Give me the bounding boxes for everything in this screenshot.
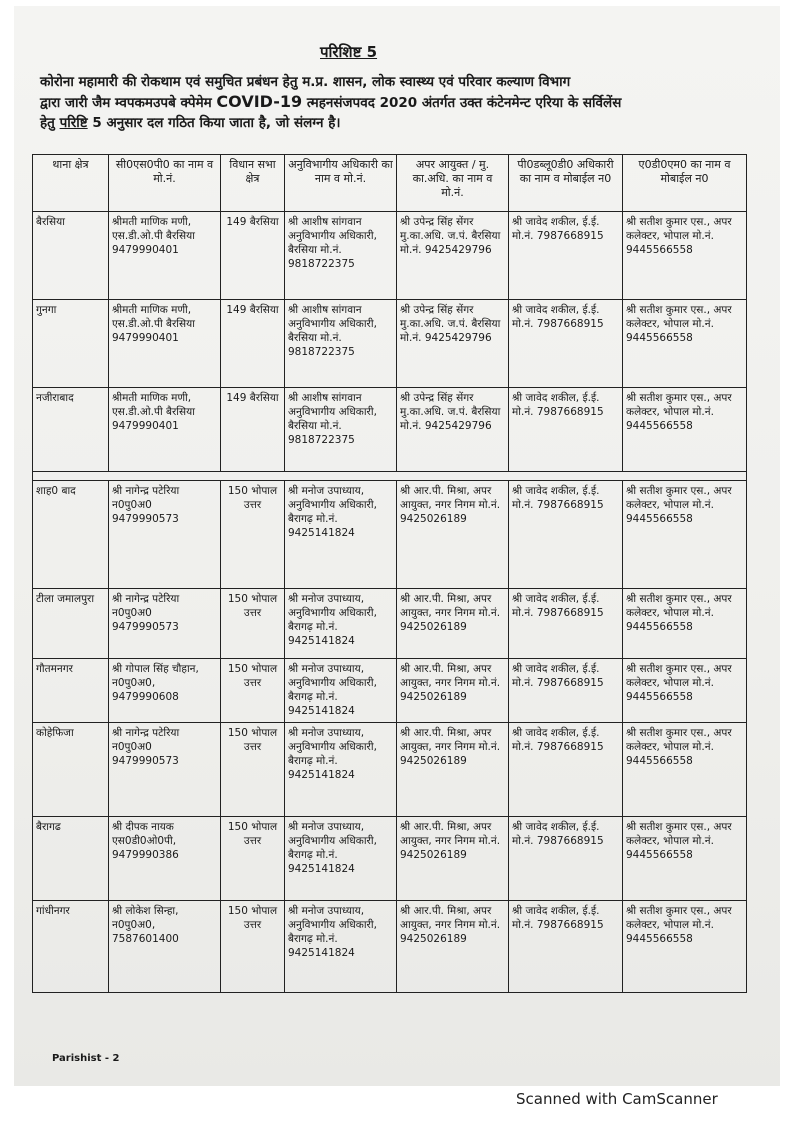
- header-adm: ए0डी0एम0 का नाम व मोबाईल न0: [623, 155, 747, 212]
- table-row: [33, 388, 747, 472]
- scanner-watermark: Scanned with CamScanner: [516, 1090, 718, 1108]
- table-cell-area: गांधीनगर: [33, 901, 109, 993]
- table-cell-area: गौतमनगर: [33, 659, 109, 723]
- table-cell-sdm: श्री आशीष सांगवान अनुविभागीय अधिकारी, बैरसिया मो.नं. 9818722375: [285, 388, 397, 472]
- table-cell-csp: श्री नागेन्द्र पटेरिया न0पु0अ0 9479990573: [109, 723, 221, 817]
- intro-line-2-c: त्महनसंजपवद 2020 अंतर्गत उक्त कंटेनमेन्ट एरिया के सर्विलेंस: [302, 95, 622, 111]
- table-cell-sdm: श्री मनोज उपाध्याय, अनुविभागीय अधिकारी, बैरागढ़ मो.नं. 9425141824: [285, 723, 397, 817]
- table-cell-csp: श्री लोकेश सिन्हा, न0पु0अ0, 7587601400: [109, 901, 221, 993]
- table-cell-vidhan-sabha: 150 भोपाल उत्तर: [221, 659, 285, 723]
- table-gap-row: [33, 472, 747, 481]
- table-cell-area: गुनगा: [33, 300, 109, 388]
- table-gap-cell: [33, 472, 747, 481]
- table-cell-vidhan-sabha: 150 भोपाल उत्तर: [221, 901, 285, 993]
- table-cell-vidhan-sabha: 149 बैरसिया: [221, 212, 285, 300]
- table-cell-sdm: श्री आशीष सांगवान अनुविभागीय अधिकारी, बैरसिया मो.नं. 9818722375: [285, 300, 397, 388]
- table-cell-pwd: श्री जावेद शकील, ई.ई. मो.नं. 7987668915: [509, 481, 623, 589]
- table-cell-area: कोहेफिजा: [33, 723, 109, 817]
- table-cell-pwd: श्री जावेद शकील, ई.ई. मो.नं. 7987668915: [509, 723, 623, 817]
- table-cell-sdm: श्री मनोज उपाध्याय, अनुविभागीय अधिकारी, बैरागढ़ मो.नं. 9425141824: [285, 817, 397, 901]
- table-cell-csp: श्री नागेन्द्र पटेरिया न0पु0अ0 9479990573: [109, 589, 221, 659]
- table-cell-adm: श्री सतीश कुमार एस., अपर कलेक्टर, भोपाल मो.नं. 9445566558: [623, 659, 747, 723]
- table-cell-csp: श्रीमती माणिक मणी, एस.डी.ओ.पी बैरसिया 9479990401: [109, 388, 221, 472]
- table-cell-csp: श्रीमती माणिक मणी, एस.डी.ओ.पी बैरसिया 9479990401: [109, 212, 221, 300]
- table-cell-vidhan-sabha: 150 भोपाल उत्तर: [221, 481, 285, 589]
- table-cell-adm: श्री सतीश कुमार एस., अपर कलेक्टर, भोपाल मो.नं. 9445566558: [623, 300, 747, 388]
- table-cell-adm: श्री सतीश कुमार एस., अपर कलेक्टर, भोपाल मो.नं. 9445566558: [623, 481, 747, 589]
- surveillance-team-table: [32, 154, 747, 993]
- table-cell-sdm: श्री मनोज उपाध्याय, अनुविभागीय अधिकारी, बैरागढ़ मो.नं. 9425141824: [285, 901, 397, 993]
- table-row: [33, 212, 747, 300]
- table-cell-apar-ayukt: श्री आर.पी. मिश्रा, अपर आयुक्त, नगर निगम मो.नं. 9425026189: [397, 659, 509, 723]
- intro-line-2: [40, 92, 730, 113]
- table-cell-area: शाह0 बाद: [33, 481, 109, 589]
- table-row: [33, 589, 747, 659]
- table-row: [33, 817, 747, 901]
- header-pwd: पी0डब्लू0डी0 अधिकारी का नाम व मोबाईल न0: [509, 155, 623, 212]
- table-cell-sdm: श्री मनोज उपाध्याय, अनुविभागीय अधिकारी, बैरागढ़ मो.नं. 9425141824: [285, 589, 397, 659]
- intro-paragraph: [40, 72, 730, 133]
- table-cell-pwd: श्री जावेद शकील, ई.ई. मो.नं. 7987668915: [509, 589, 623, 659]
- intro-line-3-a: हेतु: [40, 115, 60, 131]
- table-cell-area: बैरसिया: [33, 212, 109, 300]
- table-cell-pwd: श्री जावेद शकील, ई.ई. मो.नं. 7987668915: [509, 659, 623, 723]
- table-cell-pwd: श्री जावेद शकील, ई.ई. मो.नं. 7987668915: [509, 212, 623, 300]
- table-cell-pwd: श्री जावेद शकील, ई.ई. मो.नं. 7987668915: [509, 300, 623, 388]
- header-apar-ayukt: अपर आयुक्त / मु. का.अधि. का नाम व मो.नं.: [397, 155, 509, 212]
- table-cell-vidhan-sabha: 149 बैरसिया: [221, 300, 285, 388]
- table-cell-apar-ayukt: श्री उपेन्द्र सिंह सेंगर मु.का.अधि. ज.पं. बैरसिया मो.नं. 9425429796: [397, 388, 509, 472]
- table-cell-adm: श्री सतीश कुमार एस., अपर कलेक्टर, भोपाल मो.नं. 9445566558: [623, 901, 747, 993]
- table-cell-pwd: श्री जावेद शकील, ई.ई. मो.नं. 7987668915: [509, 388, 623, 472]
- table-cell-csp: श्री दीपक नायक एस0डी0ओ0पी, 9479990386: [109, 817, 221, 901]
- table-cell-vidhan-sabha: 150 भोपाल उत्तर: [221, 589, 285, 659]
- table-cell-adm: श्री सतीश कुमार एस., अपर कलेक्टर, भोपाल मो.नं. 9445566558: [623, 212, 747, 300]
- table-cell-adm: श्री सतीश कुमार एस., अपर कलेक्टर, भोपाल मो.नं. 9445566558: [623, 388, 747, 472]
- table-row: [33, 481, 747, 589]
- table-cell-sdm: श्री मनोज उपाध्याय, अनुविभागीय अधिकारी, बैरागढ़ मो.नं. 9425141824: [285, 659, 397, 723]
- table-cell-area: टीला जमालपुरा: [33, 589, 109, 659]
- table-cell-pwd: श्री जावेद शकील, ई.ई. मो.नं. 7987668915: [509, 817, 623, 901]
- table-cell-area: नजीराबाद: [33, 388, 109, 472]
- table-cell-apar-ayukt: श्री आर.पी. मिश्रा, अपर आयुक्त, नगर निगम मो.नं. 9425026189: [397, 481, 509, 589]
- table-cell-csp: श्री नागेन्द्र पटेरिया न0पु0अ0 9479990573: [109, 481, 221, 589]
- intro-line-1: कोरोना महामारी की रोकथाम एवं समुचित प्रबंधन हेतु म.प्र. शासन, लोक स्वास्थ्य एवं परिवार कल्याण विभाग: [40, 74, 571, 90]
- table-cell-area: बैरागढ: [33, 817, 109, 901]
- table-row: [33, 723, 747, 817]
- table-cell-apar-ayukt: श्री उपेन्द्र सिंह सेंगर मु.का.अधि. ज.पं. बैरसिया मो.नं. 9425429796: [397, 212, 509, 300]
- table-cell-pwd: श्री जावेद शकील, ई.ई. मो.नं. 7987668915: [509, 901, 623, 993]
- table-cell-apar-ayukt: श्री उपेन्द्र सिंह सेंगर मु.का.अधि. ज.पं. बैरसिया मो.नं. 9425429796: [397, 300, 509, 388]
- table-row: [33, 901, 747, 993]
- page-label: Parishist - 2: [52, 1053, 120, 1064]
- intro-line-2-a: द्वारा जारी जैम म्वपकमउपबे क्पेमेम: [40, 95, 217, 111]
- table-cell-sdm: श्री मनोज उपाध्याय, अनुविभागीय अधिकारी, बैरागढ़ मो.नं. 9425141824: [285, 481, 397, 589]
- header-sdm: अनुविभागीय अधिकारी का नाम व मो.नं.: [285, 155, 397, 212]
- table-cell-apar-ayukt: श्री आर.पी. मिश्रा, अपर आयुक्त, नगर निगम मो.नं. 9425026189: [397, 901, 509, 993]
- table-cell-adm: श्री सतीश कुमार एस., अपर कलेक्टर, भोपाल मो.नं. 9445566558: [623, 817, 747, 901]
- header-vidhan-sabha: विधान सभा क्षेत्र: [221, 155, 285, 212]
- intro-annex-ref: परिष्टि: [59, 115, 88, 131]
- intro-line-3: [40, 113, 730, 133]
- intro-line-3-c: 5 अनुसार दल गठित किया जाता है, जो संलग्न है।: [87, 115, 341, 131]
- page-title: परिशिष्ट 5: [320, 43, 378, 61]
- table-cell-apar-ayukt: श्री आर.पी. मिश्रा, अपर आयुक्त, नगर निगम मो.नं. 9425026189: [397, 589, 509, 659]
- table-cell-csp: श्री गोपाल सिंह चौहान, न0पु0अ0, 9479990608: [109, 659, 221, 723]
- table-cell-vidhan-sabha: 150 भोपाल उत्तर: [221, 817, 285, 901]
- intro-covid-label: COVID-19: [216, 92, 303, 111]
- table-cell-adm: श्री सतीश कुमार एस., अपर कलेक्टर, भोपाल मो.नं. 9445566558: [623, 723, 747, 817]
- table-row: [33, 659, 747, 723]
- header-csp: सी0एस0पी0 का नाम व मो.नं.: [109, 155, 221, 212]
- table-cell-apar-ayukt: श्री आर.पी. मिश्रा, अपर आयुक्त, नगर निगम मो.नं. 9425026189: [397, 723, 509, 817]
- table-cell-apar-ayukt: श्री आर.पी. मिश्रा, अपर आयुक्त, नगर निगम मो.नं. 9425026189: [397, 817, 509, 901]
- table-row: [33, 300, 747, 388]
- table-cell-vidhan-sabha: 150 भोपाल उत्तर: [221, 723, 285, 817]
- table-cell-vidhan-sabha: 149 बैरसिया: [221, 388, 285, 472]
- table-header-row: [33, 155, 747, 212]
- table-cell-adm: श्री सतीश कुमार एस., अपर कलेक्टर, भोपाल मो.नं. 9445566558: [623, 589, 747, 659]
- table-cell-sdm: श्री आशीष सांगवान अनुविभागीय अधिकारी, बैरसिया मो.नं. 9818722375: [285, 212, 397, 300]
- header-area: थाना क्षेत्र: [33, 155, 109, 212]
- table-cell-csp: श्रीमती माणिक मणी, एस.डी.ओ.पी बैरसिया 9479990401: [109, 300, 221, 388]
